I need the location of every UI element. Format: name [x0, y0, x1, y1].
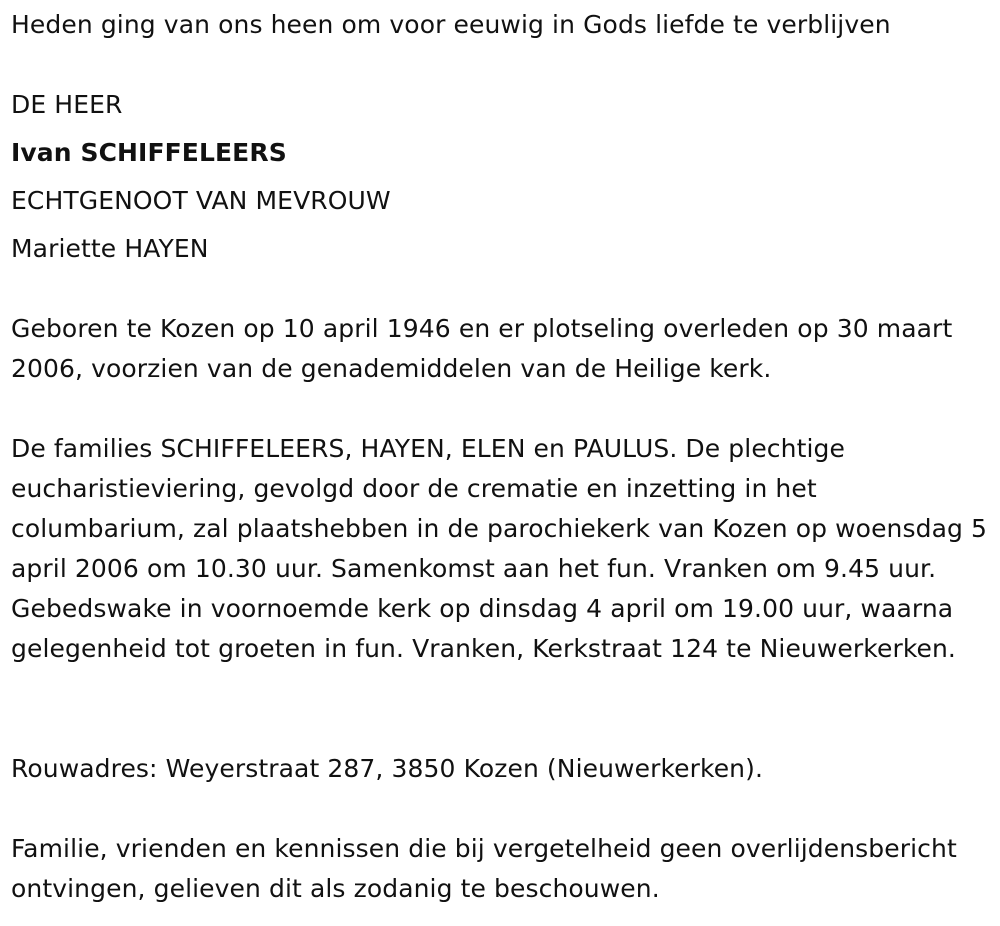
- ceremony-paragraph: De families SCHIFFELEERS, HAYEN, ELEN en PAULUS. De plechtige eucharistieviering, gevolgd door de crematie en inzetting in het columbarium, zal plaatshebben in de parochiekerk van Kozen op woensdag 5 april 2006 om 10.30 uur. Samenkomst aan het fun. Vranken om 9.45 uur. Gebedswake in voornoemde kerk op dinsdag 4 april om 19.00 uur, waarna gelegenheid tot groeten in fun. Vranken, Kerkstraat 124 te Nieuwerkerken.: [11, 434, 988, 663]
- relation-line: ECHTGENOOT VAN MEVROUW: [11, 186, 391, 215]
- mourning-address: Rouwadres: Weyerstraat 287, 3850 Kozen (Nieuwerkerken).: [11, 754, 764, 783]
- opening-line: Heden ging van ons heen om voor eeuwig in Gods liefde te verblijven: [11, 10, 891, 39]
- deceased-name: Ivan SCHIFFELEERS: [11, 138, 287, 167]
- salutation: DE HEER: [11, 90, 123, 119]
- closing-paragraph: Familie, vrienden en kennissen die bij vergetelheid geen overlijdensbericht ontvingen, gelieven dit als zodanig te beschouwen.: [11, 834, 957, 903]
- spouse-name: Mariette HAYEN: [11, 234, 209, 263]
- birth-death-paragraph: Geboren te Kozen op 10 april 1946 en er plotseling overleden op 30 maart 2006, voorzien van de genademiddelen van de Heilige kerk.: [11, 314, 953, 383]
